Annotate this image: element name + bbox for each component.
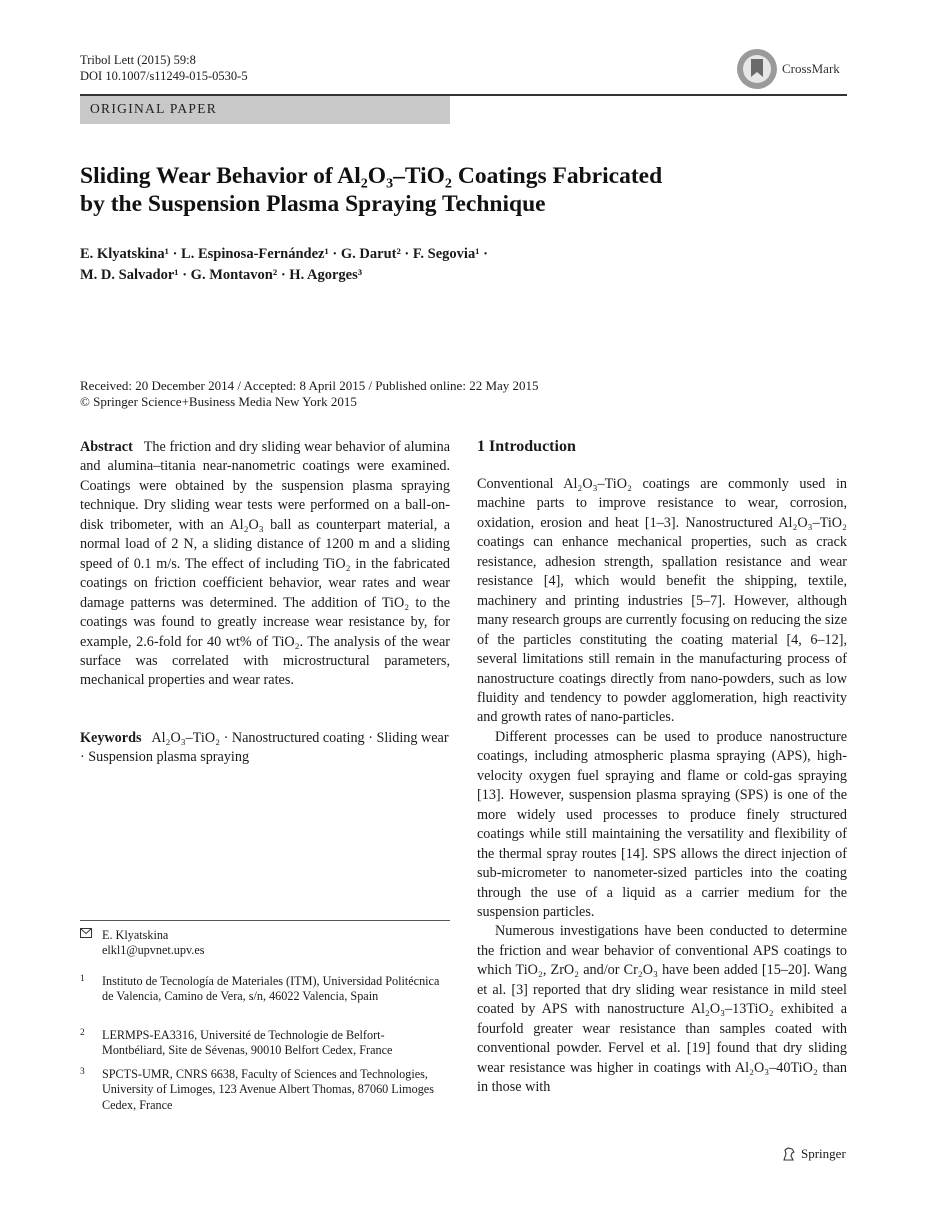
envelope-icon — [80, 928, 92, 944]
abstract-text: The friction and dry sliding wear behavior of alumina and alumina–titania near-nanometric coatings were examined. Coatings were obtained by the suspension plasma spraying technique. Dry sliding wear tests were performed on a ball-on-disk tribometer, with an Al₂O₃ ball as counterpart material, a normal load of 2 N, a sliding distance of 1200 m and a sliding speed of 0.1 m/s. The effect of including TiO₂ in the fabricated coatings on friction coefficient behavior, wear rates and wear damage patterns was determined. The addition of TiO₂ to the coatings was found to greatly increase wear resistance by, for example, 2.6-fold for 40 wt% of TiO₂. The analysis of the wear surface was correlated with microstructural parameters, mechanical properties and wear rates. — [80, 439, 451, 689]
introduction-body — [477, 475, 847, 1098]
affiliation-2-number: 2 — [80, 1028, 85, 1038]
springer-horse-icon — [781, 1146, 797, 1162]
corresponding-name: E. Klyatskina — [102, 928, 169, 942]
affiliation-2-text: LERMPS-EA3316, Université de Technologie de Belfort-Montbéliard, Site de Sévenas, 90010 Belfort Cedex, France — [102, 1028, 393, 1058]
affiliation-1-text: Instituto de Tecnología de Materiales (ITM), Universidad Politécnica de Valencia, Camino de Vera, s/n, 46022 Valencia, Spain — [102, 974, 440, 1004]
keywords — [80, 729, 450, 768]
copyright-line: © Springer Science+Business Media New York 2015 — [80, 394, 357, 409]
keywords-label: Keywords — [80, 730, 142, 746]
paragraph: Numerous investigations have been conducted to determine the friction and wear behavior of conventional APS coatings to which TiO₂, ZrO₂ and/or Cr₂O₃ have been added [15–20]. Wang et al. [3] reported that dry sliding wear resistance in mild steel coated by APS with nanostructure Al₂O₃–13TiO₂ exhibited a fourfold greater wear resistance than samples coated with conventional powder. Fervel et al. [19] found that dry sliding wear resistance was higher in coatings with Al₂O₃–40TiO₂ than in those with — [477, 923, 847, 1096]
abstract-label: Abstract — [80, 439, 133, 455]
doi[interactable]: DOI 10.1007/s11249-015-0530-5 — [80, 69, 248, 83]
authors-line-1: E. Klyatskina¹ · L. Espinosa-Fernández¹ · G. Darut² · F. Segovia¹ · — [80, 246, 489, 262]
publication-dates — [80, 378, 780, 410]
paper-title — [80, 162, 800, 218]
affiliation-3-number: 3 — [80, 1067, 85, 1077]
crossmark-icon — [736, 48, 778, 90]
affiliation-1-number: 1 — [80, 974, 85, 984]
keywords-text: Al₂O₃–TiO₂ · Nanostructured coating · Sliding wear · Suspension plasma spraying — [80, 730, 449, 766]
affiliation-3-text: SPCTS-UMR, CNRS 6638, Faculty of Sciences and Technologies, University of Limoges, 123 Avenue Albert Thomas, 87060 Limoges Cedex, France — [102, 1067, 434, 1112]
corresponding-details — [102, 928, 442, 959]
publisher-name: Springer — [801, 1146, 846, 1161]
crossmark-label: CrossMark — [782, 61, 840, 76]
footnote-rule — [80, 920, 450, 921]
dates-line: Received: 20 December 2014 / Accepted: 8 April 2015 / Published online: 22 May 2015 — [80, 378, 539, 393]
publisher-logo — [781, 1146, 846, 1162]
paper-type: ORIGINAL PAPER — [90, 101, 218, 116]
corresponding-email[interactable]: elkl1@upvnet.upv.es — [102, 943, 205, 958]
journal-citation: Tribol Lett (2015) 59:8 — [80, 53, 196, 67]
title-line-1: Sliding Wear Behavior of Al₂O₃–TiO₂ Coatings Fabricated — [80, 163, 663, 189]
paragraph: Conventional Al₂O₃–TiO₂ coatings are commonly used in machine parts to improve resistance to wear, corrosion, oxidation, erosion and heat [1–3]. Nanostructured Al₂O₃–TiO₂ coatings can enhance mechanical properties, such as crack resistance, adhesion strength, spallation resistance and wear resistance [4], which would benefit the shipping, textile, machinery and printing industries [5–7]. However, although many research groups are currently focusing on reducing the size of the particles constituting the coating material [4, 6–12], several limitations still remain in the manufacturing process of nanostructure coatings directly from nano-powders, such as low fluidity and tendency to powder agglomeration, high reactivity and growth rates of nano-particles. — [477, 476, 847, 726]
crossmark-badge[interactable] — [736, 45, 856, 93]
section-heading: 1 Introduction — [477, 438, 576, 455]
author-list — [80, 244, 780, 286]
corresponding-author — [80, 928, 450, 960]
paragraph: Different processes can be used to produce nanostructure coatings, including atmospheric plasma spraying (APS), high-velocity oxygen fuel spraying and flame or cold-gas spraying [13]. However, suspension plasma spraying (SPS) is one of the more widely used processes to produce finely structured coatings while still maintaining the versatility and flexibility of the thermal spray routes [14]. SPS allows the direct injection of sub-micrometer to nanometer-sized particles into the coating through the use of a liquid as a carrier medium for the suspension particles. — [477, 728, 847, 920]
authors-line-2: M. D. Salvador¹ · G. Montavon² · H. Agorges³ — [80, 267, 363, 283]
title-line-2: by the Suspension Plasma Spraying Technique — [80, 191, 546, 217]
abstract — [80, 438, 450, 691]
